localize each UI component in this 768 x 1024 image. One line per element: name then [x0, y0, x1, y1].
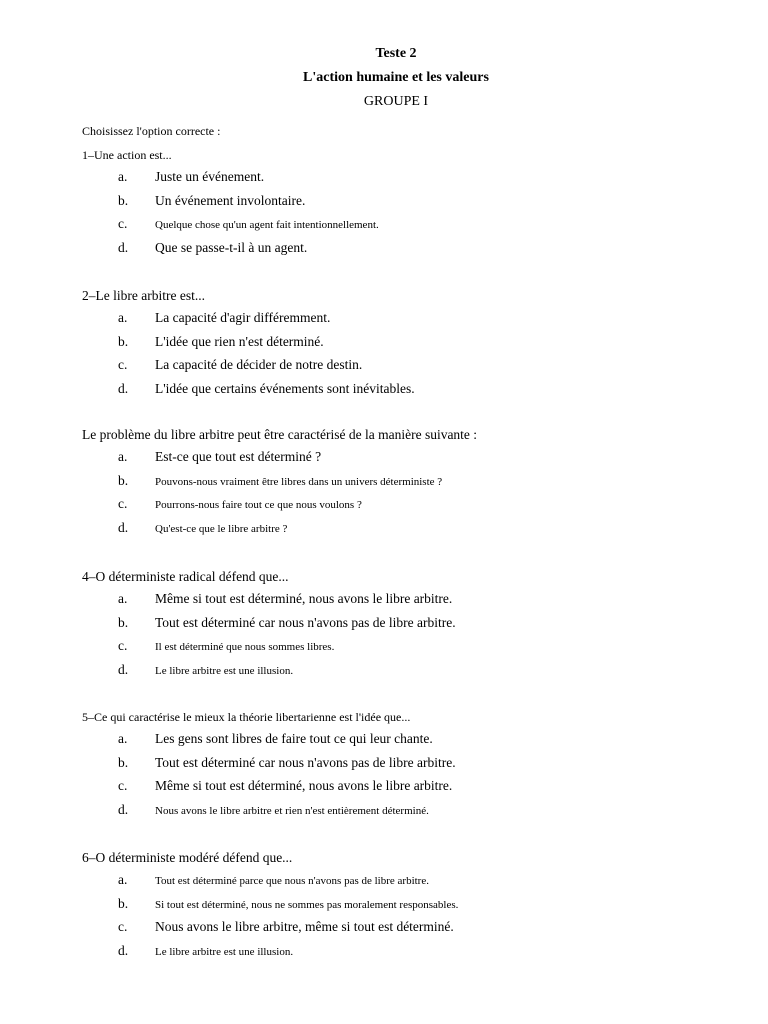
- option-letter: b.: [118, 333, 129, 349]
- question-2: [82, 286, 742, 400]
- option-b: [82, 751, 742, 775]
- option-letter: d.: [118, 519, 129, 535]
- instructions: Choisissez l'option correcte :: [82, 124, 221, 138]
- option-a: [82, 868, 742, 892]
- question-1: [82, 145, 742, 259]
- option-d: [82, 939, 742, 963]
- option-letter: b.: [118, 614, 129, 630]
- option-letter: a.: [118, 310, 128, 325]
- option-letter: c.: [118, 638, 128, 653]
- option-text: Les gens sont libres de faire tout ce qui leur chante.: [155, 731, 433, 746]
- option-text: Quelque chose qu'un agent fait intentionnellement.: [155, 219, 379, 231]
- option-d: [82, 236, 742, 260]
- option-c: [82, 634, 742, 658]
- option-a: [82, 165, 742, 189]
- option-text: Juste un événement.: [155, 169, 265, 184]
- option-letter: b.: [118, 192, 129, 208]
- option-a: [82, 445, 742, 469]
- option-text: La capacité d'agir différemment.: [155, 310, 331, 325]
- question-6: [82, 848, 742, 962]
- option-letter: c.: [118, 216, 128, 231]
- option-text: L'idée que rien n'est déterminé.: [155, 333, 324, 349]
- option-letter: a.: [118, 591, 128, 606]
- option-letter: a.: [118, 731, 128, 746]
- option-text: Même si tout est déterminé, nous avons le libre arbitre.: [155, 591, 453, 606]
- option-letter: b.: [118, 472, 129, 488]
- option-text: La capacité de décider de notre destin.: [155, 357, 363, 372]
- option-text: Il est déterminé que nous sommes libres.: [155, 641, 335, 653]
- option-text: Que se passe-t-il à un agent.: [155, 239, 308, 255]
- option-letter: c.: [118, 919, 128, 934]
- option-letter: d.: [118, 239, 129, 255]
- option-text: L'idée que certains événements sont inévitables.: [155, 380, 415, 396]
- question-5: [82, 707, 742, 821]
- question-3: [82, 425, 742, 539]
- option-text: Tout est déterminé car nous n'avons pas de libre arbitre.: [155, 754, 456, 770]
- option-d: [82, 658, 742, 682]
- option-text: Un événement involontaire.: [155, 192, 306, 208]
- question-4: [82, 567, 742, 681]
- question-stem: 2–Le libre arbitre est...: [82, 288, 205, 303]
- option-letter: d.: [118, 801, 129, 817]
- option-letter: d.: [118, 942, 129, 958]
- option-a: [82, 306, 742, 330]
- option-d: [82, 798, 742, 822]
- option-c: [82, 774, 742, 798]
- document-subtitle: L'action humaine et les valeurs: [303, 70, 489, 85]
- option-a: [82, 587, 742, 611]
- option-a: [82, 727, 742, 751]
- option-letter: d.: [118, 380, 129, 396]
- option-b: [82, 189, 742, 213]
- question-stem: 5–Ce qui caractérise le mieux la théorie libertarienne est l'idée que...: [82, 710, 411, 724]
- option-letter: c.: [118, 496, 128, 511]
- option-letter: d.: [118, 661, 129, 677]
- option-text: Tout est déterminé car nous n'avons pas de libre arbitre.: [155, 614, 456, 630]
- option-letter: c.: [118, 778, 128, 793]
- option-text: Est-ce que tout est déterminé ?: [155, 449, 322, 464]
- document-title: Teste 2: [375, 46, 417, 61]
- option-b: [82, 330, 742, 354]
- option-text: Le libre arbitre est une illusion.: [155, 945, 294, 958]
- option-b: [82, 469, 742, 493]
- option-text: Pourrons-nous faire tout ce que nous voulons ?: [155, 499, 362, 511]
- option-c: [82, 492, 742, 516]
- option-text: Si tout est déterminé, nous ne sommes pas moralement responsables.: [155, 898, 459, 911]
- option-c: [82, 353, 742, 377]
- option-letter: a.: [118, 169, 128, 184]
- option-text: Tout est déterminé parce que nous n'avons pas de libre arbitre.: [155, 875, 429, 887]
- group-label: GROUPE I: [363, 94, 429, 109]
- option-text: Le libre arbitre est une illusion.: [155, 664, 294, 677]
- option-d: [82, 516, 742, 540]
- option-b: [82, 892, 742, 916]
- question-stem: Le problème du libre arbitre peut être caractérisé de la manière suivante :: [82, 427, 478, 442]
- option-text: Qu'est-ce que le libre arbitre ?: [155, 522, 288, 535]
- option-letter: c.: [118, 357, 128, 372]
- option-c: [82, 915, 742, 939]
- option-letter: b.: [118, 754, 129, 770]
- question-stem: 6–O déterministe modéré défend que...: [82, 850, 293, 865]
- option-b: [82, 611, 742, 635]
- option-text: Nous avons le libre arbitre, même si tout est déterminé.: [155, 919, 454, 934]
- option-text: Pouvons-nous vraiment être libres dans un univers déterministe ?: [155, 475, 443, 488]
- option-c: [82, 212, 742, 236]
- question-stem: 1–Une action est...: [82, 148, 172, 162]
- option-letter: a.: [118, 449, 128, 464]
- option-letter: a.: [118, 872, 128, 887]
- document-header: [0, 42, 768, 114]
- question-stem: 4–O déterministe radical défend que...: [82, 569, 289, 584]
- option-text: Même si tout est déterminé, nous avons le libre arbitre.: [155, 778, 453, 793]
- option-letter: b.: [118, 895, 129, 911]
- option-text: Nous avons le libre arbitre et rien n'est entièrement déterminé.: [155, 804, 429, 817]
- option-d: [82, 377, 742, 401]
